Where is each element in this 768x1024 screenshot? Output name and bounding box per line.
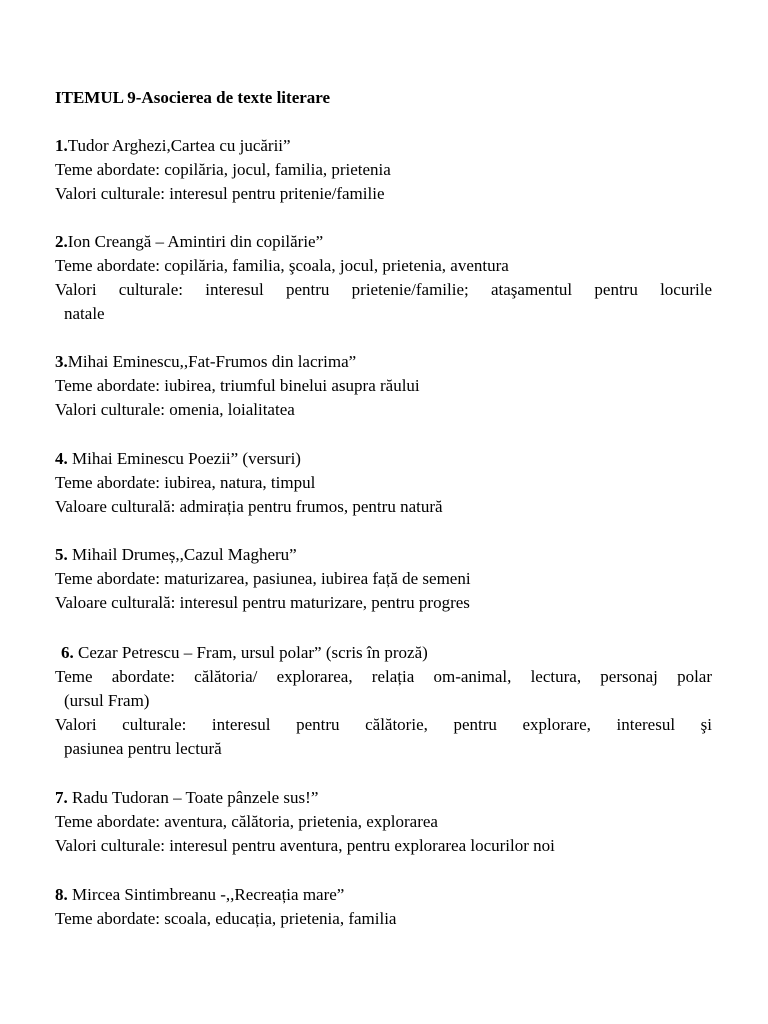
item-work: Cezar Petrescu – Fram, ursul polar” (scris în proză): [73, 643, 428, 662]
item-themes: Teme abordate: copilăria, jocul, familia, prietenia: [55, 160, 391, 179]
item-3: [55, 350, 712, 422]
item-work: Radu Tudoran – Toate pânzele sus!”: [67, 788, 319, 807]
item-heading: [55, 447, 712, 471]
item-themes: Teme abordate: iubirea, triumful binelui asupra răului: [55, 376, 420, 395]
item-number: 2.: [55, 232, 68, 251]
item-values: Valoare culturală: interesul pentru maturizare, pentru progres: [55, 593, 470, 612]
item-themes: Teme abordate: iubirea, natura, timpul: [55, 473, 316, 492]
item-themes: Teme abordate: aventura, călătoria, prietenia, explorarea: [55, 812, 438, 831]
item-values: Valoare culturală: admirația pentru frumos, pentru natură: [55, 497, 443, 516]
item-heading: [55, 543, 712, 567]
item-2: [55, 230, 712, 326]
item-number: 8.: [55, 885, 68, 904]
item-work: Mihail Drumeș,,Cazul Magheru”: [67, 545, 297, 564]
item-heading: [55, 134, 712, 158]
item-values: Valori culturale: interesul pentru călătorie, pentru explorare, interesul şi: [55, 715, 712, 734]
item-values: Valori culturale: interesul pentru pritenie/familie: [55, 184, 385, 203]
item-6: [55, 641, 712, 761]
item-heading: [55, 641, 712, 665]
item-themes-continued: (ursul Fram): [64, 691, 150, 710]
item-work: Mihai Eminescu,,Fat-Frumos din lacrima”: [67, 352, 357, 371]
item-themes: Teme abordate: maturizarea, pasiunea, iubirea față de semeni: [55, 569, 471, 588]
item-number: 7.: [55, 788, 68, 807]
item-7: [55, 786, 712, 858]
item-heading: [55, 350, 712, 374]
item-number: 3.: [55, 352, 68, 371]
item-heading: [55, 230, 712, 254]
item-work: Mihai Eminescu Poezii” (versuri): [67, 449, 301, 468]
item-number: 4.: [55, 449, 68, 468]
item-themes: Teme abordate: călătoria/ explorarea, relația om-animal, lectura, personaj polar: [55, 667, 712, 686]
item-8: [55, 883, 712, 931]
item-work: Mircea Sintimbreanu -,,Recreația mare”: [67, 885, 345, 904]
item-1: [55, 134, 712, 206]
item-heading: [55, 883, 712, 907]
item-number: 1.: [55, 136, 68, 155]
item-number: 5.: [55, 545, 68, 564]
item-number: 6.: [61, 643, 74, 662]
item-work: Tudor Arghezi,Cartea cu jucării”: [67, 136, 291, 155]
item-values: Valori culturale: interesul pentru aventura, pentru explorarea locurilor noi: [55, 836, 555, 855]
document-title: ITEMUL 9-Asocierea de texte literare: [55, 88, 331, 107]
item-values: Valori culturale: interesul pentru prietenie/familie; ataşamentul pentru locurile: [55, 280, 712, 299]
item-work: Ion Creangă – Amintiri din copilărie”: [67, 232, 324, 251]
item-values: Valori culturale: omenia, loialitatea: [55, 400, 295, 419]
item-themes: Teme abordate: scoala, educația, prietenia, familia: [55, 909, 397, 928]
item-4: [55, 447, 712, 519]
item-values-continued: pasiunea pentru lectură: [64, 739, 222, 758]
item-themes: Teme abordate: copilăria, familia, şcoala, jocul, prietenia, aventura: [55, 256, 509, 275]
item-values-continued: natale: [64, 304, 105, 323]
item-5: [55, 543, 712, 615]
item-heading: [55, 786, 712, 810]
